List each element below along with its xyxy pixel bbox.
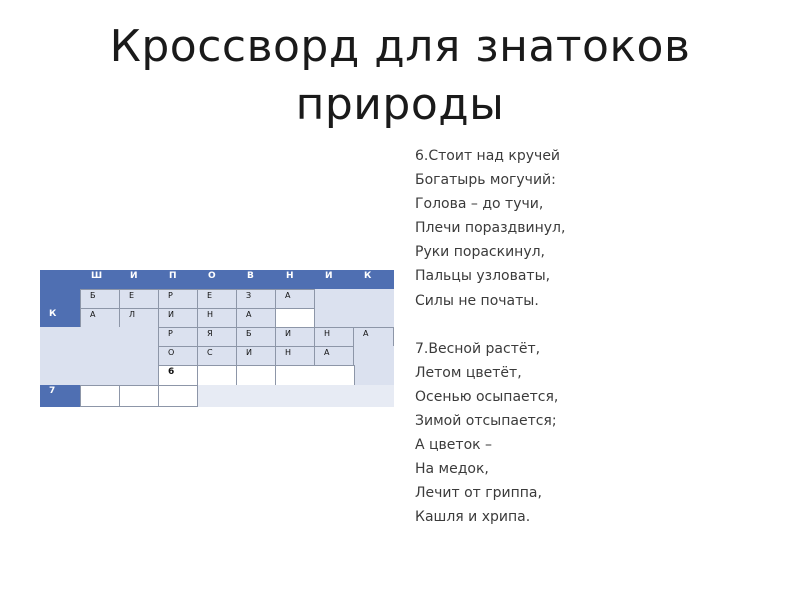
crossword-cell: Б [80, 289, 120, 309]
riddles-text [415, 144, 565, 529]
crossword-cell: Я [197, 327, 237, 347]
crossword-filler [40, 327, 158, 385]
crossword-cell: Н [197, 308, 237, 328]
crossword-cell: А [314, 346, 354, 366]
crossword-cell: Е [119, 289, 159, 309]
crossword-cell [158, 385, 198, 407]
riddle-6-line: Плечи пораздвинул, [415, 220, 566, 237]
crossword-cell: И [275, 327, 315, 347]
crossword-cell: Р [158, 289, 198, 309]
crossword-cell [275, 308, 315, 328]
riddle-7-line: Летом цветёт, [415, 364, 522, 381]
crossword-cell: Р [158, 327, 198, 347]
crossword-cell: Н [275, 346, 315, 366]
riddle-6-line: Богатырь могучий: [415, 172, 556, 189]
crossword-cell [236, 365, 276, 386]
riddle-separator [415, 313, 565, 337]
riddle-7-line: 7.Весной растёт, [415, 340, 541, 357]
slide-title [0, 18, 800, 134]
riddle-7-line: А цветок – [415, 437, 493, 454]
clue-6-number: 6 [158, 365, 198, 386]
crossword-cell: Н [314, 327, 354, 347]
crossword-cell: А [80, 308, 120, 328]
crossword-cell [197, 365, 237, 386]
clue-7-number: 7 [40, 385, 80, 407]
crossword-cell: И [325, 271, 333, 281]
crossword-block [40, 270, 80, 308]
crossword-cell: Е [197, 289, 237, 309]
riddle-6-line: Голова – до тучи, [415, 196, 544, 213]
crossword-cell: К [40, 308, 80, 327]
crossword-cell: А [275, 289, 315, 309]
crossword-grid [40, 270, 394, 408]
crossword-filler [315, 289, 394, 327]
crossword-cell: К [364, 271, 372, 281]
crossword-cell: И [158, 308, 198, 328]
crossword-cell: З [236, 289, 276, 309]
title-line-1: Кроссворд для знатоков [109, 21, 691, 72]
riddle-7-line: На медок, [415, 461, 489, 478]
crossword-cell: А [236, 308, 276, 328]
crossword-cell: С [197, 346, 237, 366]
riddle-7-line: Лечит от гриппа, [415, 485, 542, 502]
crossword-cell [119, 385, 159, 407]
crossword-cell: П [169, 271, 177, 281]
crossword-cell: Н [286, 271, 294, 281]
riddle-6-line: Пальцы узловаты, [415, 268, 551, 285]
crossword-cell: И [130, 271, 138, 281]
crossword-cell [275, 365, 355, 386]
crossword-cell: О [208, 271, 216, 281]
riddle-7-line: Кашля и хрипа. [415, 509, 531, 526]
title-line-2: природы [295, 79, 505, 130]
crossword-filler [198, 385, 394, 407]
riddle-7-line: Осенью осыпается, [415, 388, 559, 405]
crossword-cell: И [236, 346, 276, 366]
crossword-filler [354, 346, 394, 386]
crossword-cell [80, 385, 120, 407]
riddle-6-line: Руки пораскинул, [415, 244, 546, 261]
crossword-cell: Ш [91, 271, 103, 281]
crossword-cell: Л [119, 308, 159, 328]
riddle-7-line: Зимой отсыпается; [415, 412, 557, 429]
riddle-6-line: 6.Стоит над кручей [415, 148, 561, 164]
crossword-cell: А [353, 327, 394, 347]
crossword-cell: Б [236, 327, 276, 347]
riddle-6-line: Силы не початы. [415, 292, 539, 309]
crossword-cell: В [247, 271, 254, 281]
crossword-cell: О [158, 346, 198, 366]
